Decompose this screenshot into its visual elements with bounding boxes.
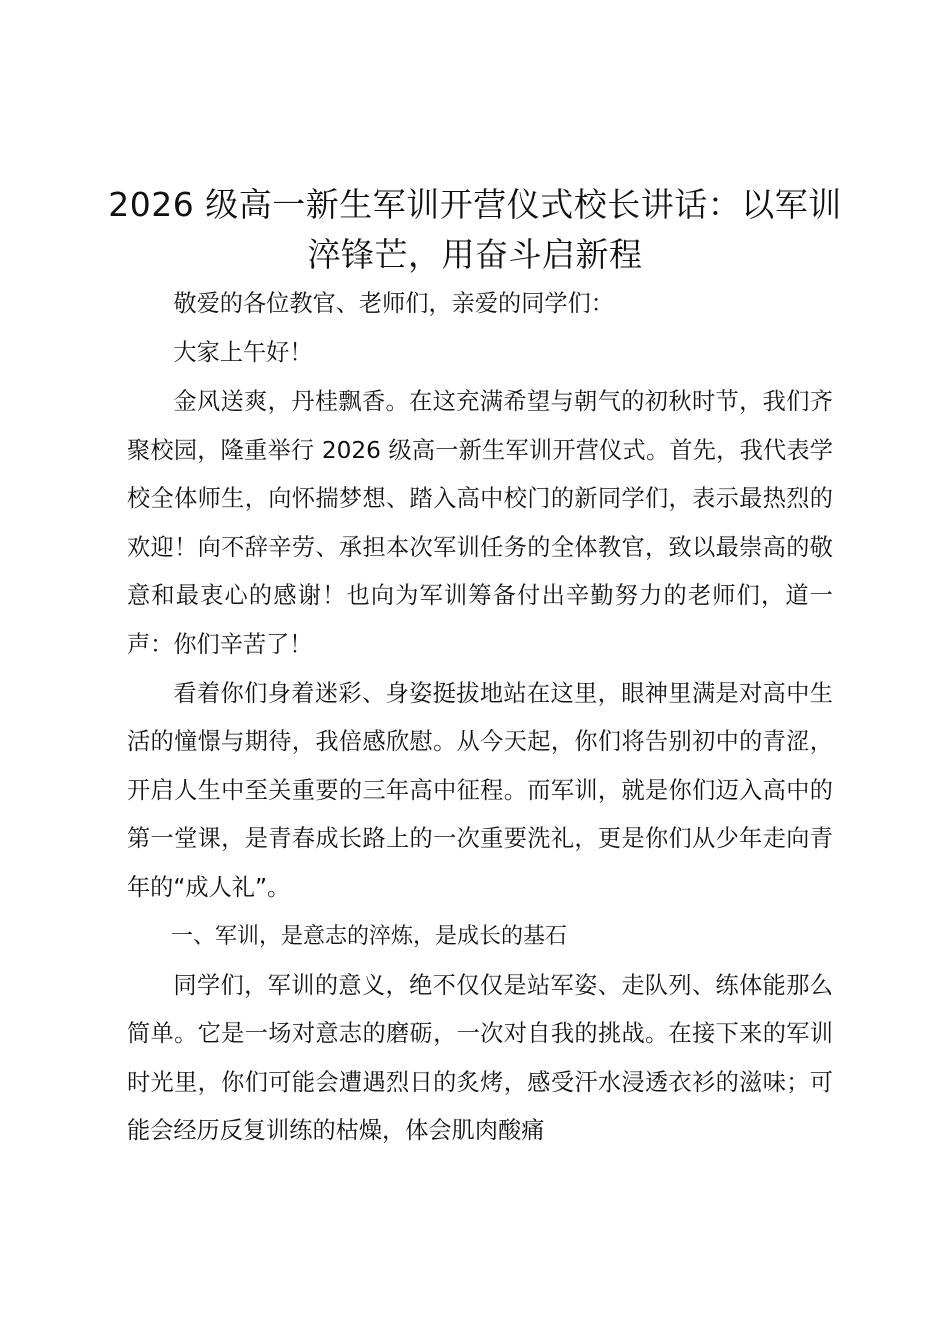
salutation-paragraph: 敬爱的各位教官、老师们，亲爱的同学们： xyxy=(173,290,614,317)
document-body xyxy=(127,280,833,1156)
body-paragraph: 金风送爽，丹桂飘香。在这充满希望与朝气的初秋时节，我们齐聚校园，隆重举行 2026 级高一新生军训开营仪式。首先，我代表学校全体师生，向怀揣梦想、踏入高中校门的新同学们，表示最热烈的欢迎！向不辞辛劳、承担本次军训任务的全体教官，致以最崇高的敬意和最衷心的感谢！也向为军训筹备付出辛勤努力的老师们，道一声：你们辛苦了！ xyxy=(127,388,833,658)
section-heading: 一、军训，是意志的淬炼，是成长的基石 xyxy=(171,923,568,949)
greeting-paragraph: 大家上午好！ xyxy=(173,339,313,366)
body-paragraph: 看着你们身着迷彩、身姿挺拔地站在这里，眼神里满是对高中生活的憧憬与期待，我倍感欣慰。从今天起，你们将告别初中的青涩，开启人生中至关重要的三年高中征程。而军训，就是你们迈入高中的第一堂课，是青春成长路上的一次重要洗礼，更是你们从少年走向青年的“成人礼”。 xyxy=(127,679,833,901)
body-paragraph: 同学们，军训的意义，绝不仅仅是站军姿、走队列、练体能那么简单。它是一场对意志的磨砺，一次对自我的挑战。在接下来的军训时光里，你们可能会遭遇烈日的炙烤，感受汗水浸透衣衫的滋味；可能会经历反复训练的枯燥，体会肌肉酸痛 xyxy=(127,971,833,1144)
document-title: 2026 级高一新生军训开营仪式校长讲话：以军训淬锋芒，用奋斗启新程 xyxy=(108,185,842,274)
